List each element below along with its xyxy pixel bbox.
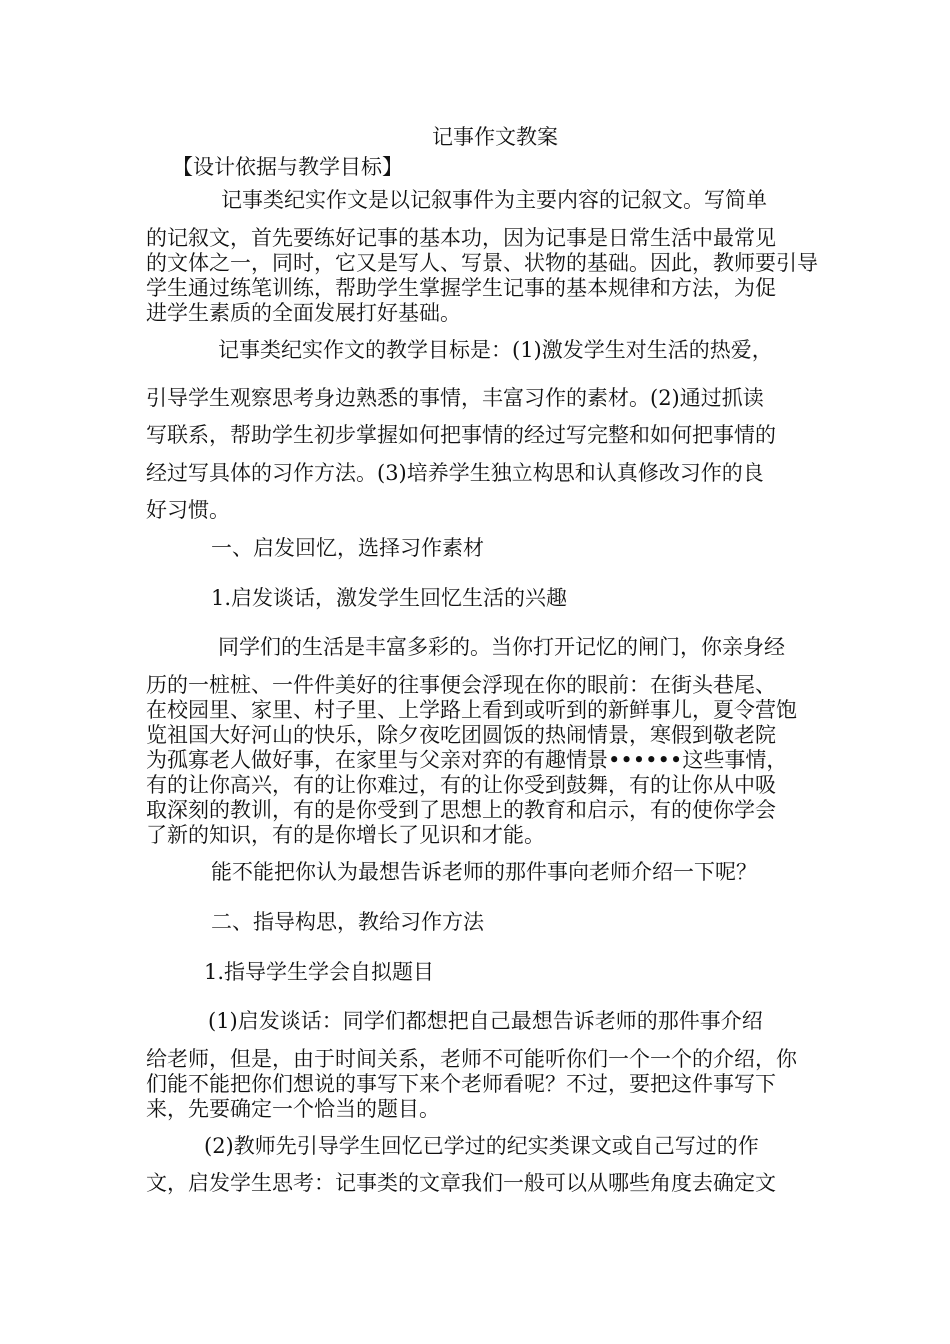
paragraph-line: 学生通过练笔训练，帮助学生掌握学生记事的基本规律和方法，为促 [146, 276, 776, 300]
heading-one: 一、启发回忆，选择习作素材 [211, 536, 484, 560]
paragraph-line: 有的让你高兴，有的让你难过，有的让你受到鼓舞，有的让你从中吸 [146, 773, 776, 797]
paragraph-line: (2)教师先引导学生回忆已学过的纪实类课文或自己写过的作 [204, 1134, 759, 1158]
paragraph-line: 了新的知识，有的是你增长了见识和才能。 [146, 823, 545, 847]
paragraph-line: 进学生素质的全面发展打好基础。 [146, 301, 461, 325]
paragraph-line: 历的一桩桩、一件件美好的往事便会浮现在你的眼前：在街头巷尾、 [146, 673, 776, 697]
heading-two: 二、指导构思，教给习作方法 [211, 910, 484, 934]
paragraph-line: 来，先要确定一个恰当的题目。 [146, 1097, 440, 1121]
paragraph-line: 文，启发学生思考：记事类的文章我们一般可以从哪些角度去确定文 [146, 1171, 776, 1195]
paragraph-line: 好习惯。 [146, 498, 230, 522]
subheading-one-one: 1.启发谈话，激发学生回忆生活的兴趣 [211, 586, 568, 610]
paragraph-line: 在校园里、家里、村子里、上学路上看到或听到的新鲜事儿，夏令营饱 [146, 698, 797, 722]
paragraph-line: 取深刻的教训，有的是你受到了思想上的教育和启示，有的使你学会 [146, 798, 776, 822]
paragraph-line: 的文体之一，同时，它又是写人、写景、状物的基础。因此，教师要引导 [146, 251, 818, 275]
paragraph-line: 同学们的生活是丰富多彩的。当你打开记忆的闸门，你亲身经 [218, 635, 785, 659]
paragraph-line: 记事类纪实作文是以记叙事件为主要内容的记叙文。写简单 [221, 188, 767, 212]
paragraph-line: 引导学生观察思考身边熟悉的事情，丰富习作的素材。(2)通过抓读 [146, 386, 764, 410]
paragraph-line: 写联系，帮助学生初步掌握如何把事情的经过写完整和如何把事情的 [146, 423, 776, 447]
paragraph-line: (1)启发谈话：同学们都想把自己最想告诉老师的那件事介绍 [208, 1009, 763, 1033]
paragraph-line: 览祖国大好河山的快乐，除夕夜吃团圆饭的热闹情景，寒假到敬老院 [146, 723, 776, 747]
paragraph-line: 记事类纪实作文的教学目标是：(1)激发学生对生活的热爱， [218, 338, 773, 362]
paragraph-line: 能不能把你认为最想告诉老师的那件事向老师介绍一下呢？ [211, 860, 757, 884]
subheading-two-one: 1.指导学生学会自拟题目 [204, 960, 435, 984]
paragraph-line: 们能不能把你们想说的事写下来个老师看呢？不过，要把这件事写下 [146, 1072, 776, 1096]
paragraph-line: 经过写具体的习作方法。(3)培养学生独立构思和认真修改习作的良 [146, 461, 764, 485]
paragraph-line: 为孤寡老人做好事，在家里与父亲对弈的有趣情景••••••这些事情， [146, 748, 788, 772]
paragraph-line: 给老师，但是，由于时间关系，老师不可能听你们一个一个的介绍，你 [146, 1047, 797, 1071]
section-heading: 【设计依据与教学目标】 [172, 155, 403, 179]
paragraph-line: 的记叙文，首先要练好记事的基本功，因为记事是日常生活中最常见 [146, 226, 776, 250]
document-title: 记事作文教案 [432, 125, 558, 149]
